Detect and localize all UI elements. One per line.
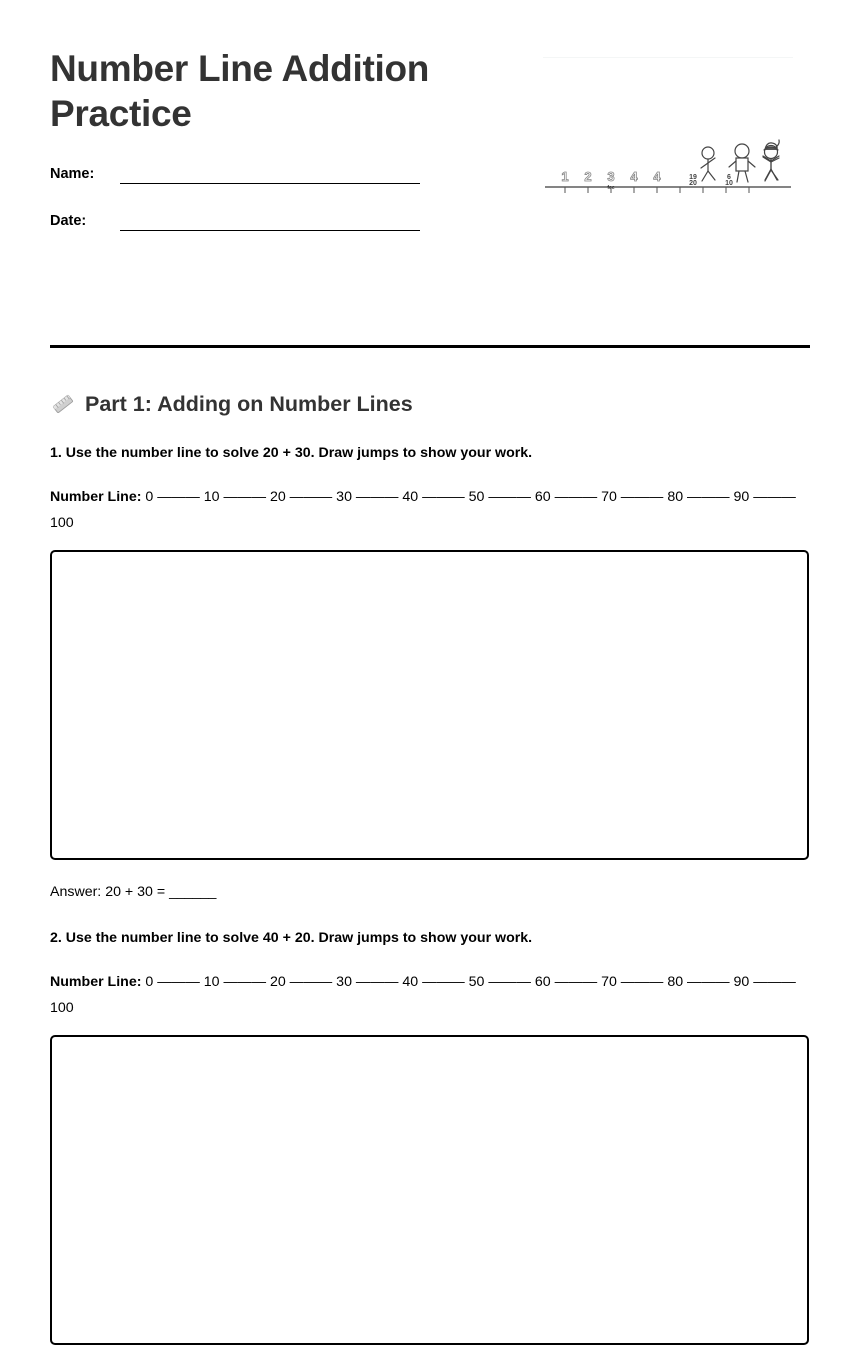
- question-2-work-area[interactable]: [50, 1035, 809, 1345]
- worksheet-header: [50, 46, 810, 296]
- svg-text:6: 6: [727, 174, 731, 181]
- svg-text:1: 1: [561, 169, 569, 184]
- page-title: Number Line Addition Practice: [50, 48, 430, 134]
- name-field-writing-line[interactable]: [120, 183, 420, 184]
- ruler-icon: [50, 391, 76, 417]
- question-1-number-line-values: 0 ——— 10 ——— 20 ——— 30 ——— 40 ——— 50 ——— 60 ——— 70 ——— 80 ——— 90 ——— 100: [50, 489, 796, 531]
- question-1-answer-line[interactable]: Answer: 20 + 30 = ______: [50, 884, 217, 900]
- svg-text:2: 2: [584, 169, 592, 184]
- number-line-children-illustration: [543, 57, 793, 200]
- illustration-figure-4: [753, 142, 793, 187]
- date-field-writing-line[interactable]: [120, 230, 420, 231]
- name-field-row: [50, 164, 450, 211]
- date-field-label: Date:: [50, 213, 87, 229]
- name-field-label: Name:: [50, 166, 95, 182]
- question-1-work-area[interactable]: [50, 550, 809, 860]
- svg-text:10: 10: [725, 180, 733, 187]
- question-2-prompt: 2. Use the number line to solve 40 + 20. Draw jumps to show your work.: [50, 930, 533, 946]
- question-2-number-line-label: Number Line:: [50, 974, 142, 990]
- section-heading-part-1: [50, 389, 810, 419]
- question-1-number-line-label: Number Line:: [50, 489, 142, 505]
- question-1: [50, 444, 810, 902]
- question-2-number-line: [50, 969, 810, 1021]
- question-1-number-line: [50, 484, 810, 536]
- svg-text:20: 20: [689, 180, 697, 187]
- section-divider: [50, 345, 810, 348]
- svg-text:fee: fee: [607, 185, 615, 191]
- svg-text:4: 4: [653, 169, 661, 184]
- question-1-prompt: 1. Use the number line to solve 20 + 30. Draw jumps to show your work.: [50, 445, 533, 461]
- svg-text:4: 4: [630, 169, 638, 184]
- svg-text:19: 19: [689, 174, 697, 181]
- section-title-text: Part 1: Adding on Number Lines: [85, 392, 413, 416]
- svg-text:3: 3: [607, 169, 615, 184]
- date-field-row: [50, 211, 450, 258]
- question-2-number-line-values: 0 ——— 10 ——— 20 ——— 30 ——— 40 ——— 50 ——— 60 ——— 70 ——— 80 ——— 90 ——— 100: [50, 974, 796, 1016]
- question-2: [50, 929, 810, 1345]
- student-info-fields: [50, 164, 450, 258]
- illustration-top-edge: [543, 57, 793, 58]
